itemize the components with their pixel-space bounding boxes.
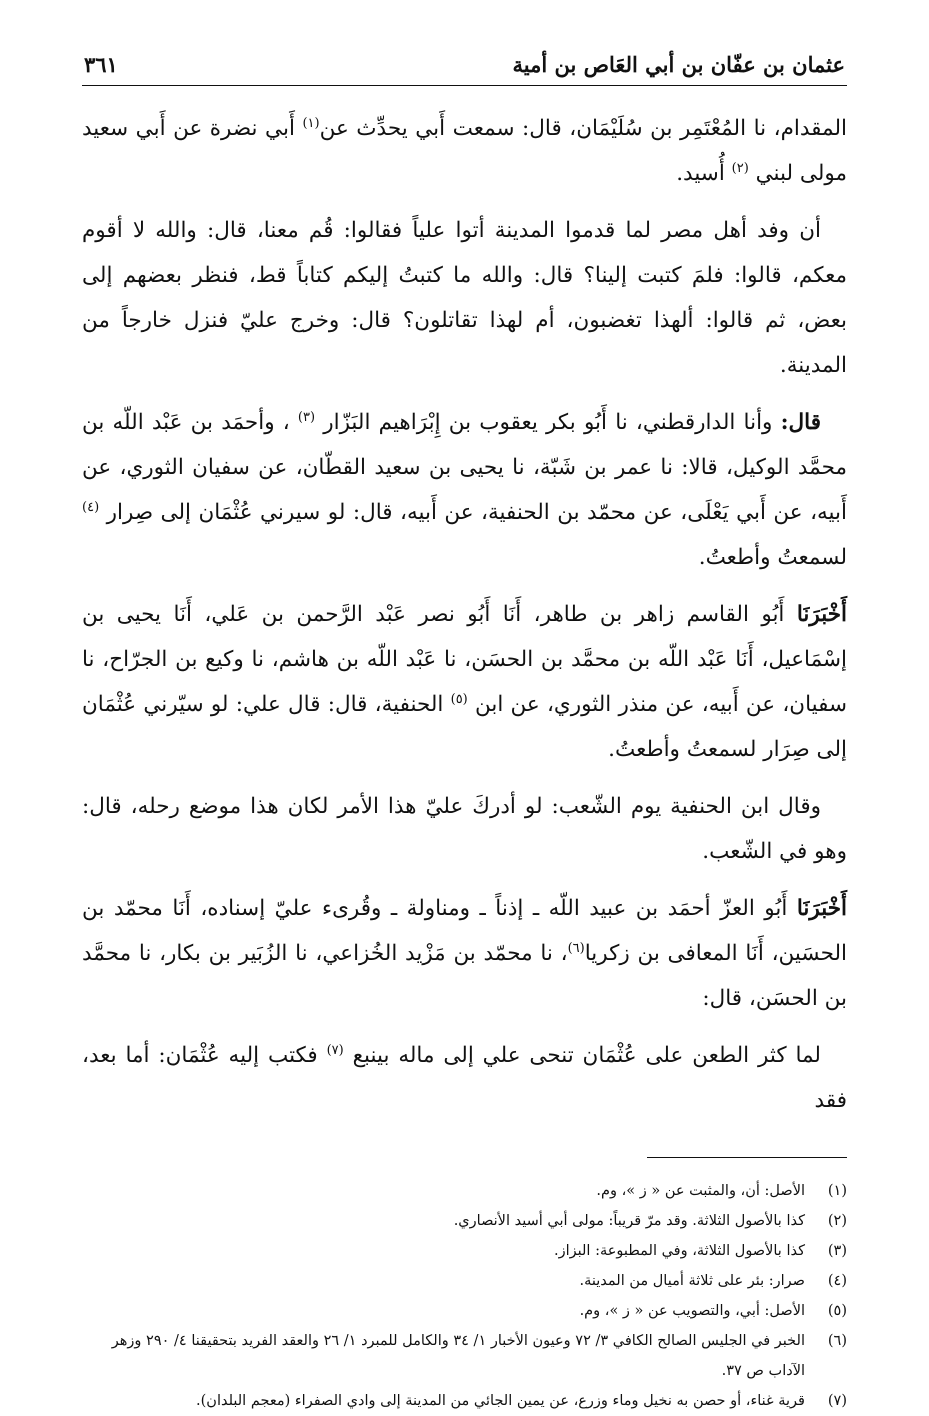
- footnote-number: (٣): [827, 1243, 847, 1259]
- footnote-number: (٧): [827, 1393, 847, 1409]
- footnotes: [82, 1176, 847, 1416]
- footnote-reference: (٤): [82, 499, 100, 515]
- footnote-number: (٦): [827, 1333, 847, 1349]
- footnote-number: (١): [827, 1183, 847, 1199]
- paragraph-lead-word: قال:: [780, 410, 821, 435]
- paragraph-text: أَبُو العزّ أحمَد بن عبيد اللّه ـ إذناً ـ ومناولة ـ وقُرىء عليّ إسناده، أَنَا محمّد بن الحسَين، أَنَا المعافى بن زكريا: [82, 896, 847, 966]
- paragraph-lead-word: أَخْبَرَنَا: [796, 602, 847, 627]
- footnote-reference: (٥): [450, 691, 468, 707]
- footnote-reference: (٣): [297, 409, 316, 425]
- running-header: [82, 52, 847, 86]
- paragraph-text: أُسيد.: [676, 161, 732, 186]
- paragraph-text: فكتب إليه عُثْمَان: أما بعد، فقد: [82, 1043, 847, 1113]
- paragraph-text: المقدام، نا المُعْتَمِر بن سُلَيْمَان، قال: سمعت أَبي يحدِّث عن: [319, 116, 847, 141]
- paragraph-text: ، وأحمَد بن عَبْد اللّه بن محمَّد الوكيل، قالا: نا عمر بن شَبّة، نا يحيى بن سعيد القطّان، عن سفيان الثوري، عن أَبيه، عن أَبي يَعْلَى، عن محمّد بن الحنفية، عن أَبيه، قال: لو سيرني عُثْمَان إلى صِرار: [82, 410, 847, 525]
- paragraph-text: لما كثر الطعن على عُثْمَان تنحى علي إلى ماله بينبع: [343, 1043, 821, 1068]
- paragraph-text: لسمعتُ وأطعتُ.: [698, 545, 847, 570]
- footnote-number: (٥): [827, 1303, 847, 1319]
- footnote-number: (٤): [827, 1273, 847, 1289]
- footnote-reference: (٧): [326, 1042, 344, 1058]
- paragraph-text: وقال ابن الحنفية يوم الشّعب: لو أدركَ عليّ هذا الأمر لكان هذا موضع رحله، قال: وهو في الشّعب.: [82, 794, 847, 864]
- footnote-reference: (٦): [567, 940, 585, 956]
- header-title: عثمان بن عفّان بن أبي العَاص بن أمية: [512, 52, 845, 77]
- footnote-number: (٢): [827, 1213, 847, 1229]
- footnote: [82, 1386, 847, 1416]
- footnote-text: كذا بالأصول الثلاثة. وقد مرّ قريباً: مولى أبي أسيد الأنصاري.: [453, 1213, 805, 1229]
- paragraph-text: ، نا محمّد بن مَزْيد الخُزاعي، نا الزُبَير بن بكار، نا محمَّد بن الحسَن، قال:: [82, 941, 847, 1011]
- footnote-text: الأصل: أن، والمثبت عن « ز »، وم.: [596, 1183, 805, 1199]
- paragraph-text: أَبُو القاسم زاهر بن طاهر، أَنَا أَبُو نصر عَبْد الرَّحمن بن عَلي، أَنَا يحيى بن إسْمَاعيل، أَنَا عَبْد اللّه بن محمَّد بن الحسَن، نا عَبْد اللّه بن هاشم، نا وكيع بن الجرّاح، نا سفيان، عن أَبيه، عن منذر الثوري، عن ابن: [82, 602, 848, 717]
- paragraph: [82, 784, 847, 874]
- footnote: [82, 1296, 847, 1326]
- paragraph-text: وأنا الدارقطني، نا أَبُو بكر يعقوب بن إِبْرَاهيم البَزّار: [315, 410, 781, 435]
- footnote: [82, 1236, 847, 1266]
- footnote-text: قرية غناء، أو حصن به نخيل وماء وزرع، عن يمين الجائي من المدينة إلى وادي الصفراء (معجم البلدان).: [196, 1393, 805, 1409]
- footnote: [82, 1326, 847, 1386]
- footnote: [82, 1206, 847, 1236]
- paragraph: [82, 1033, 847, 1123]
- footnote-text: الأصل: أبي، والتصويب عن « ز »، وم.: [579, 1303, 805, 1319]
- footnote-text: الخبر في الجليس الصالح الكافي ٣/ ٧٢ وعيون الأخبار ١/ ٣٤ والكامل للمبرد ١/ ٢٦ والعقد الفريد بتحقيقنا ٤/ ٢٩٠ وزهر الآداب ص ٣٧.: [111, 1333, 805, 1379]
- main-text: [82, 106, 847, 1123]
- paragraph: [82, 400, 847, 580]
- paragraph: [82, 208, 847, 388]
- footnote-text: كذا بالأصول الثلاثة، وفي المطبوعة: البزاز.: [554, 1243, 805, 1259]
- paragraph: [82, 592, 847, 772]
- paragraph: [82, 106, 847, 196]
- paragraph-text: أن وفد أهل مصر لما قدموا المدينة أتوا علياً فقالوا: قُم معنا، قال: والله لا أقوم معكم، قالوا: فلمَ كتبت إلينا؟ قال: والله ما كتبتُ إليكم كتاباً قط، فنظر بعضهم إلى بعض، ثم قالوا: ألهذا تغضبون، أم لهذا تقاتلون؟ قال: وخرج عليّ فنزل خارجاً من المدينة.: [82, 218, 847, 378]
- footnote-reference: (٢): [731, 160, 749, 176]
- footnote: [82, 1266, 847, 1296]
- page-number: ٣٦١: [84, 52, 118, 77]
- paragraph-lead-word: أَخْبَرَنَا: [796, 896, 847, 921]
- paragraph-text: أَبي نضرة عن أَبي سعيد مولى لبني: [82, 116, 847, 186]
- footnote-divider: [647, 1157, 847, 1158]
- paragraph: [82, 886, 847, 1021]
- footnote: [82, 1176, 847, 1206]
- footnote-reference: (١): [302, 115, 320, 131]
- paragraph-text: الحنفية، قال: قال علي: لو سيّرني عُثْمَان إلى صِرَار لسمعتُ وأطعتُ.: [82, 692, 847, 762]
- footnote-text: صرار: بئر على ثلاثة أميال من المدينة.: [579, 1273, 805, 1289]
